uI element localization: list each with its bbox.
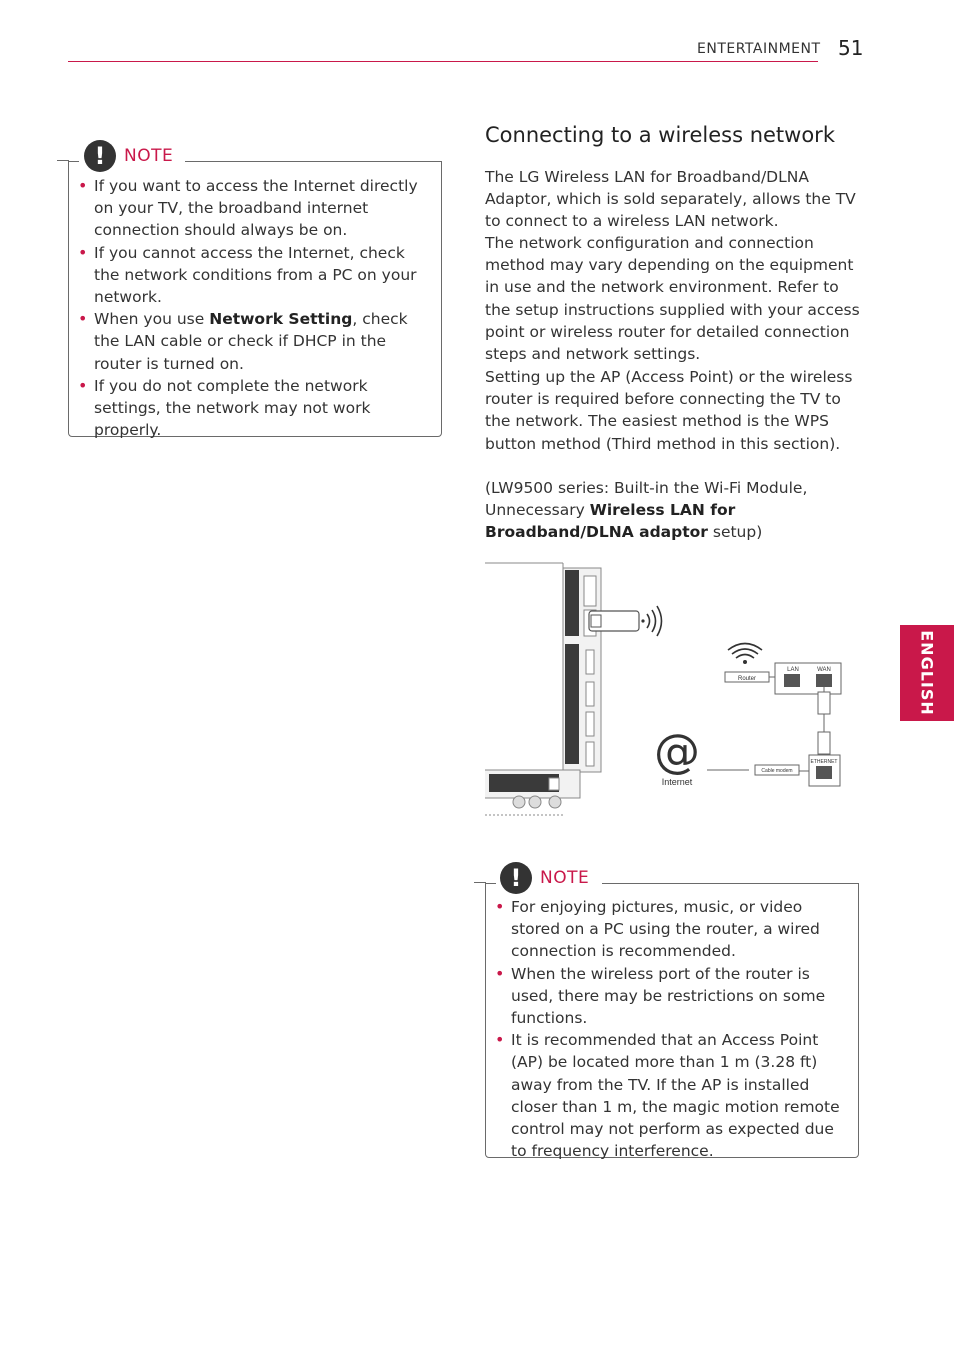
router-label: Router [737,676,757,682]
paragraph-3: Setting up the AP (Access Point) or the wireless router is required before connecting the TV to the network. The easiest method is the WPS button method (Third method in this section). [485,368,853,453]
wan-label: WAN [817,667,831,673]
note-label-2: NOTE [540,868,590,888]
wireless-connection-diagram [485,560,865,822]
adaptor-term: Wireless LAN for Broadband/DLNA adaptor [485,501,736,542]
ethernet-label: ETHERNET [810,759,838,765]
note1-item-4: • If you do not complete the network settings, the network may not work properly. [78,375,430,442]
exclamation-icon: ! [84,140,116,172]
note2-item-3: • It is recommended that an Access Point (AP) be located more than 1 m (3.28 ft) away from the TV. If the AP is installed closer than 1 m, the magic motion remote control may not perform as expected due to frequency interference. [495,1029,849,1162]
note1-item-3: • When you use Network Setting, check the LAN cable or check if DHCP in the router is turned on. [78,308,430,375]
lan-label: LAN [787,667,799,673]
note-label-1: NOTE [124,146,174,166]
section-title: Connecting to a wireless network [485,123,835,147]
wifi-signal-icon [647,606,662,636]
paragraph-4: (LW9500 series: Built-in the Wi-Fi Module, Unnecessary Wireless LAN for Broadband/DLNA adaptor setup) [485,479,808,542]
wifi-adaptor [589,606,662,636]
internet-label: Internet [661,777,693,787]
language-tab [900,625,954,721]
note-list-2 [495,896,849,1162]
note-header-2 [500,862,589,894]
router [725,644,841,695]
paragraph-1: The LG Wireless LAN for Broadband/DLNA Adaptor, which is sold separately, allows the TV to connect to a wireless LAN network. [485,168,856,231]
cable-modem [707,755,840,786]
note2-item-2: • When the wireless port of the router is used, there may be restrictions on some functions. [495,963,849,1030]
page-number: 51 [838,36,864,60]
router-wifi-icon [728,644,762,659]
cable-modem-label: Cable modem [761,768,793,774]
note-header-1 [84,140,173,172]
note1-item-2: • If you cannot access the Internet, check the network conditions from a PC on your network. [78,242,430,309]
language-tab-label: ENGLISH [917,630,937,716]
header-divider [68,61,818,62]
internet-at-icon: @ [654,724,700,778]
note1-item-1: • If you want to access the Internet directly on your TV, the broadband internet connection should always be on. [78,175,430,242]
paragraph-2: The network configuration and connection method may vary depending on the equipment in use and the network environment. Refer to the setup instructions supplied with your access point or wireless router for detailed connection steps and network settings. [485,234,860,364]
network-setting-term: Network Setting [209,310,353,329]
note-list-1 [78,175,430,441]
ethernet-cable [818,687,830,760]
exclamation-icon: ! [500,862,532,894]
tv-back-panel [485,563,601,815]
internet [654,724,700,787]
section-name: ENTERTAINMENT [697,41,821,57]
note2-item-1: • For enjoying pictures, music, or video stored on a PC using the router, a wired connection is recommended. [495,896,849,963]
